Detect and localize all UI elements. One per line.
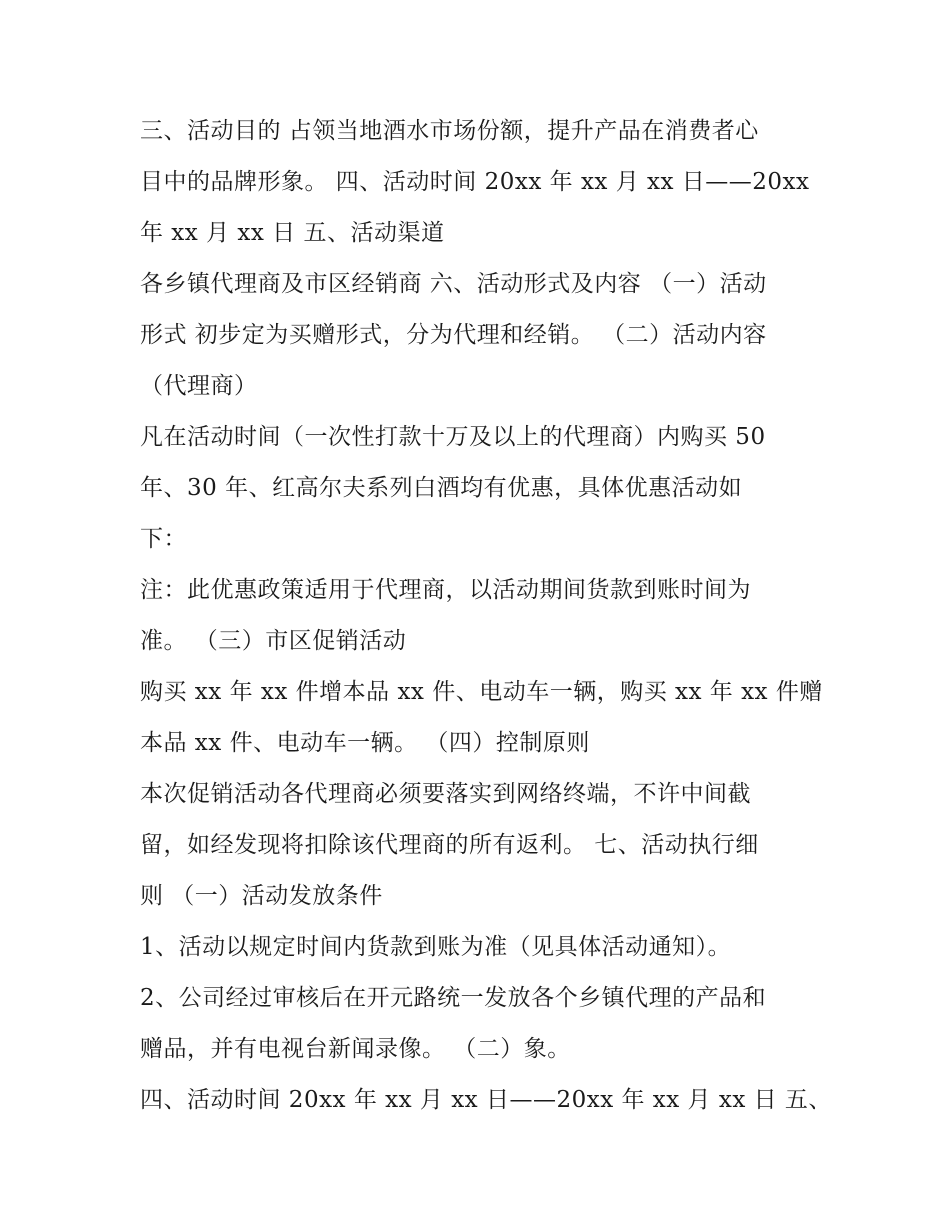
text-line: 1、活动以规定时间内货款到账为准（见具体活动通知）。	[140, 934, 732, 960]
text-line: 本品 xx 件、电动车一辆。 （四）控制原则	[140, 730, 590, 756]
text-line: 赠品，并有电视台新闻录像。 （二）象。	[140, 1036, 571, 1062]
document-body	[140, 106, 832, 1126]
text-line: 注：此优惠政策适用于代理商，以活动期间货款到账时间为	[140, 577, 751, 603]
text-line: 三、活动目的 占领当地酒水市场份额，提升产品在消费者心	[140, 118, 759, 144]
text-line: 本次促销活动各代理商必须要落实到网络终端，不许中间截	[140, 781, 751, 807]
text-line: 各乡镇代理商及市区经销商 六、活动形式及内容 （一）活动	[140, 271, 767, 297]
text-line: 购买 xx 年 xx 件增本品 xx 件、电动车一辆，购买 xx 年 xx 件赠	[140, 679, 823, 705]
text-line: 目中的品牌形象。 四、活动时间 20xx 年 xx 月 xx 日——20xx	[140, 169, 810, 195]
text-line: 准。 （三）市区促销活动	[140, 628, 407, 654]
text-line: 年 xx 月 xx 日 五、活动渠道	[140, 220, 445, 246]
text-line: 形式 初步定为买赠形式，分为代理和经销。 （二）活动内容	[140, 322, 767, 348]
text-line: （代理商）	[140, 373, 258, 399]
text-line: 凡在活动时间（一次性打款十万及以上的代理商）内购买 50	[140, 424, 766, 450]
text-line: 则 （一）活动发放条件	[140, 883, 383, 909]
text-line: 四、活动时间 20xx 年 xx 月 xx 日——20xx 年 xx 月 xx 日 五、	[140, 1087, 832, 1113]
text-line: 年、30 年、红高尔夫系列白酒均有优惠，具体优惠活动如	[140, 475, 743, 501]
text-line: 2、公司经过审核后在开元路统一发放各个乡镇代理的产品和	[140, 985, 767, 1011]
text-line: 下：	[140, 526, 187, 552]
text-line: 留，如经发现将扣除该代理商的所有返利。 七、活动执行细	[140, 832, 759, 858]
